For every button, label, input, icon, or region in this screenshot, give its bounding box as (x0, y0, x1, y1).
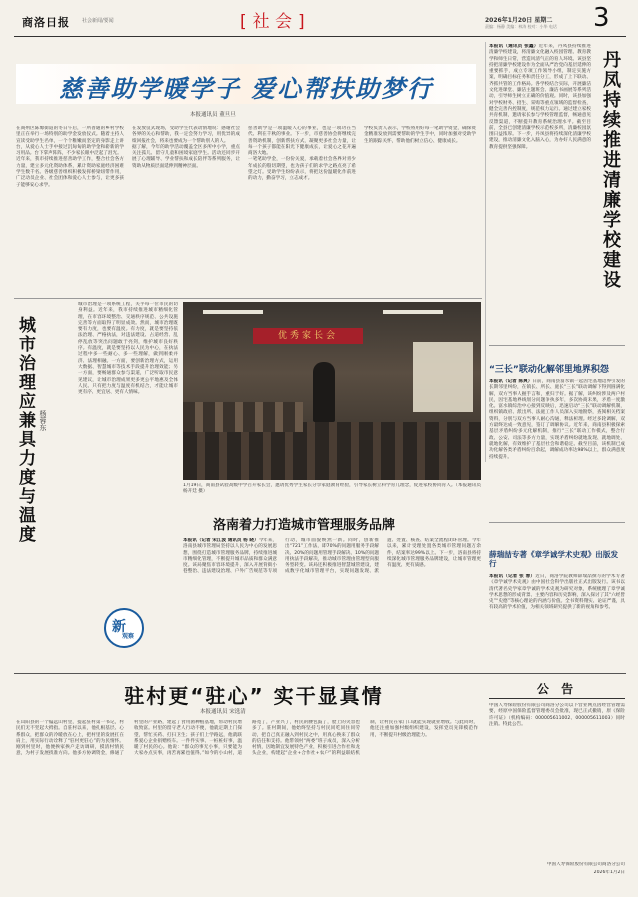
masthead-rule (14, 36, 626, 37)
lead-paragraph: 在发放仪式现场，受助学生代表动情地说：感谢社会各界的关心和帮助，我一定会努力学习，用优异的成绩回报社会，将来也要成为一个帮助别人的人。 (132, 126, 240, 144)
commentary-body: 城市治理是一项系统工程，关乎每一位市民的切身利益。近年来，我市持续推进城市精细化管理，在市容环境整治、交通秩序规范、公共设施完善等方面取得了明显成效。然而，城市治理既要有力度，也要有温度。有力度，就是要坚持依法治理、严格执法，对违法建设、占道经营、乱停乱放等突出问题敢于亮剑，维护城市良好秩序。有温度，就是要坚持以人民为中心，在执法过程中多一些耐心、多一些理解，做到刚柔并济、法理相融。一方面，要创新治理方式，运用大数据、智慧城市等技术手段提升治理效能；另一方面，要畅通群众参与渠道，广泛听取市民意见建议，让城市治理成果更多更公平地惠及全体人民。只有把力度与温度有机结合，才能让城市更有序、更宜居、更有人情味。 (78, 302, 178, 396)
lead-paragraph: 在商州区陈塬街道的冬日午后，一所普通的乡村学校里正在举行一场特别的助学金发放仪式。随着主持人宣读受助学生名单，一个个稚嫩而坚定的身影走上讲台，从爱心人士手中接过沉甸甸的助学金和崭新的学习用品。台下掌声阵阵，不少家长眼中泛起了泪光。 (16, 126, 124, 157)
paper-name: 商洛日报 (22, 16, 70, 29)
lead-paragraph: 学校负责人表示，学校将用好每一笔助学资金，确保资金精准发放到需要帮助的学生手中，同时加强对受助学生的跟踪关怀，帮助他们树立信心、健康成长。 (364, 126, 476, 144)
lead-byline: 本报通讯员 董旦旦 (190, 112, 236, 118)
mid-news-text: 今年来，洛南县城市管理局坚持以人民为中心的发展思想，围绕打造城市管理服务品牌，持续推进城市精细化管理，不断提升城市品质和群众满意度。该局聚焦市容环境提升，深入开展背街小巷整治、违法建设治理、户外广告规范等专项行动，城市面貌焕然一新。同时，创新推出“721”工作法，即70%的问题用服务手段解决、20%的问题用管理手段解决、10%的问题用执法手段解决，推动城市管理由管理型向服务型转变。该局还积极推进智慧城管建设，建成数字化城市管理平台，实现问题发现、派遣、处置、核查、结案全流程闭环管理。今年以来，累计受理处置各类城市管理问题万余件，结案率达99%以上。下一步，洛南县将持续深化城市管理服务品牌建设，让城市管理更有温度、更有质感。 (183, 538, 481, 575)
column-divider (485, 42, 486, 462)
commentary-title: 城市治理应兼具力度与温度 (15, 316, 35, 544)
commentary-author: 杨蓉东 (39, 410, 47, 431)
lead-paragraph: 近年来，我市持续推进慈善助学工作，整合社会各方力量，建立多元化资助体系，累计资助家庭经济困难学生数千名。各级慈善组织积极发挥桥梁纽带作用，广泛动员企业、社会团体和爱心人士参与，让更多孩子能够安心求学。 (16, 157, 124, 188)
photo-block (183, 302, 481, 507)
notice-date: 2026年1月2日 (593, 870, 625, 875)
ceiling-light (383, 310, 443, 314)
classroom-photo (183, 302, 481, 480)
book-news-byline: 本报讯（记者 张 蓉） (489, 574, 536, 579)
new-observation-bottom: 观察 (122, 633, 135, 640)
rule-top-left (14, 298, 482, 299)
ceiling-light (203, 310, 263, 314)
date-line: 2026年1月20日 星期二 (485, 17, 553, 24)
notice-rule (489, 698, 625, 699)
new-observation-top: 新 (112, 619, 126, 635)
rule-bottom-section (14, 673, 626, 674)
mid-news-byline: 本报讯（记者 宋江波 通讯员 杨 晓） (183, 538, 259, 543)
lead-paragraph: 据了解，今年的助学活动覆盖全区多所中小学，重点关注孤儿、留守儿童和困境家庭学生。活动还同步开展了心理辅导、学业帮扶和成长陪伴等系列服务，让资助从物质层面延伸到精神层面。 (132, 144, 240, 169)
audience-row (183, 402, 303, 432)
bottom-story (14, 676, 482, 891)
right-mid-byline: 本报讯（记者 陈爽） (489, 379, 533, 384)
right-mid-text: 日前，商南县富水镇一起因宅基地边界引发的长期邻里纠纷，在镇长、所长、庭长“三长”联动调解下得到圆满化解，双方当事人握手言和，重归于好。据了解，该纠纷涉及两户村民，因宅基地界线划分问题争执多年，多次协商未果，矛盾一度激化。富水镇综治中心接到反映后，迅速启动“三长”联动调解机制，组织镇政府、派出所、法庭工作人员深入实地勘察，查阅相关档案资料，分别与双方当事人耐心沟通，释法析理。经过多轮调解，双方最终达成一致意见，签订了调解协议。近年来，商南县积极探索基层矛盾纠纷多元化解机制，推行“三长”联动工作模式，整合行政、公安、司法等多方力量，实现矛盾纠纷就地发现、就地调处、就地化解，有效维护了基层社会和谐稳定。截至目前，该机制已成功化解各类矛盾纠纷百余起，调解成功率达98%以上，群众满意度持续提升。 (489, 379, 625, 460)
right-mid-body (489, 379, 625, 519)
book-news-text: 近日，商洛学院教师薛瑞喆撰写的学术专著《章学诚学术史观》由中国社会科学出版社正式出版发行。该书以清代著名史学家章学诚的学术史观为研究对象，系统梳理了章学诚学术思想的形成背景、主要内容和历史影响，深入探讨了其“六经皆史”“史德”等核心理论的内涵与价值。全书资料翔实、论证严谨，具有较高的学术价值，为相关领域研究提供了新的视角和参考。 (489, 574, 625, 611)
section-name: 社 会 (252, 12, 293, 32)
right-mid-title: “三长”联动化解邻里地界积怨 (489, 365, 609, 375)
mid-news-title: 洛南着力打造城市管理服务品牌 (213, 518, 396, 533)
lead-paragraph: 慈善助学是一项温暖人心的事业，也是一项功在当代、利在千秋的事业。下一步，市慈善协会将继续完善资助机制，创新帮扶方式，凝聚更多社会力量，让每一个孩子都能在阳光下健康成长，让爱心之花开遍商洛大地。 (248, 126, 356, 157)
right-mid-story (489, 345, 625, 520)
book-news-body (489, 574, 625, 670)
right-top-byline: 本报讯（通讯员 张鑫） (489, 44, 539, 49)
classroom-banner (253, 328, 363, 344)
rule-book-news (489, 522, 625, 523)
mid-news (183, 510, 481, 670)
right-top-story (489, 42, 625, 342)
notice-signature: 中国人寿保险股份有限公司商洛分公司 (546, 862, 625, 867)
right-top-text: 近年来，丹凤县持续推进清廉学校建设，将清廉文化融入校园管理、教育教学和师生日常，营造风清气正的育人环境。该县坚持把清廉学校建设作为全面从严治党向基层延伸的重要抓手，成立专项工作领导小组，制定实施方案，明确目标任务和责任分工，形成了上下联动、齐抓共管的工作格局。各学校结合实际，开展廉洁文化进课堂、廉洁主题班会、廉洁书画展等系列活动，引导师生树立正确的价值观。同时，该县加强对学校财务、招生、采购等重点领域的监督检查，健全完善内控制度，规范权力运行。通过建立家校共育机制，邀请家长参与学校管理监督，畅通意见反馈渠道，不断提升教育系统治理水平。截至目前，全县已创建清廉学校示范校多所，清廉校园氛围日益浓厚。下一步，丹凤县将持续深化清廉学校建设，推动清廉文化入脑入心，为办好人民满意的教育提供坚强保障。 (489, 44, 591, 150)
page-number: 3 (593, 3, 610, 33)
lead-story (14, 42, 482, 297)
section-bracket-right: ] (298, 12, 305, 32)
banner-text: 优秀家长会 (277, 331, 338, 341)
edition-label: 社会新闻/要闻 (82, 18, 114, 24)
lead-col-3 (248, 126, 356, 291)
lead-paragraph: 一笔笔助学金，一份份关爱，承载着社会各界对青少年成长的殷切期望，也为孩子们的求学之路点亮了希望之灯。受助学生纷纷表示，将把这份温暖化作前进的动力，勤奋学习，立志成才。 (248, 157, 356, 182)
mid-news-body (183, 538, 481, 668)
sub-line: 责编：杨静 美编：林涛 校对：小华 电话 (485, 24, 557, 29)
right-top-body (489, 44, 591, 340)
right-top-title: 丹凤持续推进清廉学校建设 (600, 50, 621, 290)
lead-headline: 慈善助学暖学子 爱心帮扶助梦行 (58, 75, 434, 103)
lead-col-2 (132, 126, 240, 291)
new-observation-badge (104, 608, 144, 648)
notice-title: 公 告 (536, 682, 578, 696)
bottom-story-body: 在山阳县的一个偏远山村里，提起驻村第一书记，村民们无不竖起大拇指。自驻村以来，他扎根基层、心系群众，把群众的冷暖放在心上，把村里的发展扛在肩上，用实际行动诠释了“驻村更驻心”的为民情怀。刚到村里时，他便挨家挨户走访调研，摸清村情民意，为村子发展找准方向。他多方协调资金，修通了村里的产业路，建起了食用菌种植基地，带动村民增收致富。村里的留守老人行动不便，他就定期上门探望，帮忙买药、打扫卫生；孩子们上学路远，他就联系爱心企业捐赠校车。一件件实事、一桩桩好事，温暖了村民的心。他说：“群众的事无小事，只要能为大家办点实事，再苦再累也值得。”如今的小山村，道路宽了，产业兴了，村民的腰包鼓了，脸上的笑容也多了。驻村期间，他始终坚持与村民同吃同住同劳动，把自己真正融入到村民之中，用真心换来了群众的信任和支持。他带领村“两委”班子成员，深入分析村情，因地制宜发展特色产业，积极引进合作社和龙头企业，构建起“企业+合作社+农户”的利益联结机制，让村民在家门口就能实现就业增收。与此同时，他还注重加强村级组织建设，发挥党员先锋模范作用，不断提升村级治理能力。 (16, 720, 478, 757)
masthead (0, 0, 638, 40)
section-title (240, 7, 305, 32)
speaker-figure (313, 362, 335, 422)
notice-body: 中国人寿保险股份有限公司商洛分公司以下营业网点因经营管理需要，经原中国保险监督管理委员会批准，现已正式撤销，原《保险许可证》（机构编码：000005611002、000005611003）同时注销。特此公告。 (489, 703, 625, 727)
rule-right-mid (489, 345, 625, 346)
bottom-story-title: 驻村更“驻心” 实干显真情 (124, 684, 384, 708)
wall-board (413, 342, 473, 412)
photo-caption: 1月19日，商南县试验高级中学召开家长会，邀请优秀学生家长分享家庭教育经验，引导家长树立科学育儿理念，促进家校协同育人。（本报通讯员 杨开廷 摄） (183, 483, 481, 495)
bottom-story-byline: 本报通讯员 宋选清 (200, 709, 246, 715)
book-news (489, 522, 625, 672)
book-news-title: 薛瑞喆专著《章学诚学术史观》出版发行 (489, 550, 619, 568)
lead-body (16, 126, 478, 291)
notice-block (489, 676, 625, 891)
lead-col-1 (16, 126, 124, 291)
lead-col-4 (364, 126, 476, 291)
lead-banner (16, 64, 476, 104)
commentary (14, 300, 179, 670)
section-bracket-left: [ (240, 12, 247, 32)
